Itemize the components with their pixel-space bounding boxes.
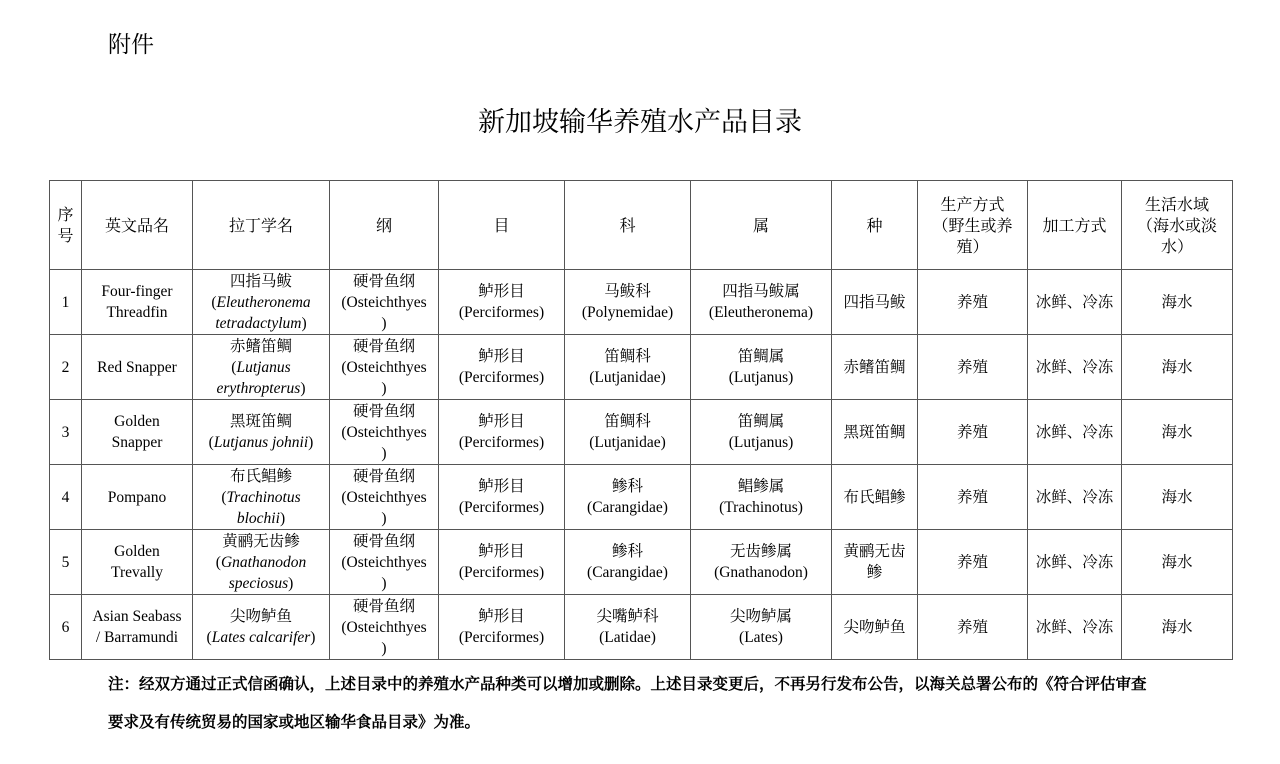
cell-species xyxy=(832,270,918,335)
header-text: 纲 xyxy=(375,215,392,235)
cell-species xyxy=(832,530,918,595)
species-text: 尖吻鲈鱼 xyxy=(843,617,906,636)
close-paren: ) xyxy=(300,379,306,397)
english-name-text: Four-finger xyxy=(101,283,173,300)
order-text: (Perciformes) xyxy=(458,564,545,581)
english-name-text: / Barramundi xyxy=(95,629,179,646)
family-text: (Carangidae) xyxy=(587,564,668,581)
genus-text: (Lates) xyxy=(739,629,783,646)
cell-water-habitat xyxy=(1122,465,1233,530)
scientific-name-line xyxy=(195,378,327,399)
order-text: (Perciformes) xyxy=(458,629,545,646)
order-text: 鲈形目 xyxy=(478,348,525,365)
open-paren: ( xyxy=(211,293,217,311)
close-paren: ) xyxy=(310,629,316,646)
cell-serial-no xyxy=(50,335,82,400)
english-name-text: Threadfin xyxy=(106,304,168,321)
order-text: 鲈形目 xyxy=(478,543,525,560)
cell-production-method xyxy=(918,270,1028,335)
family-text: (Lutjanidae) xyxy=(589,434,666,451)
species-text: 布氏鲳鲹 xyxy=(843,487,906,506)
scientific-name-line xyxy=(195,552,327,573)
english-name-text: Asian Seabass xyxy=(92,608,182,625)
english-name-text: Golden xyxy=(114,543,160,560)
cell-genus xyxy=(691,270,832,335)
water-text: 海水 xyxy=(1161,357,1193,376)
cell-english-name xyxy=(82,400,193,465)
family-text: (Carangidae) xyxy=(587,499,668,516)
cell-class xyxy=(330,595,439,660)
cell-family xyxy=(565,400,691,465)
cell-water-habitat xyxy=(1122,530,1233,595)
header-family xyxy=(565,181,691,270)
latin-chinese-name: 尖吻鲈鱼 xyxy=(229,607,292,625)
close-paren: ) xyxy=(288,574,294,592)
species-text: 黄鹂无齿 xyxy=(843,542,906,560)
table-row xyxy=(50,530,1233,595)
cell-species xyxy=(832,595,918,660)
family-text: (Lutjanidae) xyxy=(589,369,666,386)
cell-family xyxy=(565,335,691,400)
order-text: (Perciformes) xyxy=(458,369,545,386)
header-serial-no xyxy=(50,181,82,270)
serial-no-text: 6 xyxy=(61,618,70,636)
annex-label: 附件 xyxy=(108,32,154,58)
cell-production-method xyxy=(918,530,1028,595)
table-row xyxy=(50,465,1233,530)
cell-order xyxy=(439,465,565,530)
cell-species xyxy=(832,335,918,400)
cell-order xyxy=(439,530,565,595)
cell-order xyxy=(439,400,565,465)
scientific-name-text: erythropterus xyxy=(216,379,301,397)
footnote-line-2: 要求及有传统贸易的国家或地区输华食品目录》为准。 xyxy=(108,713,481,731)
order-text: 鲈形目 xyxy=(478,608,525,625)
cell-species xyxy=(832,400,918,465)
scientific-name-text: speciosus xyxy=(228,574,289,592)
class-text: 硬骨鱼纲 xyxy=(352,337,415,355)
cell-family xyxy=(565,465,691,530)
cell-serial-no xyxy=(50,595,82,660)
table-row xyxy=(50,595,1233,660)
class-text: ) xyxy=(381,379,387,397)
production-text: 养殖 xyxy=(956,487,988,506)
genus-text: 尖吻鲈属 xyxy=(729,608,792,625)
table-body xyxy=(50,270,1233,660)
cell-water-habitat xyxy=(1122,270,1233,335)
family-text: (Latidae) xyxy=(599,629,656,646)
close-paren: ) xyxy=(301,314,307,332)
serial-no-text: 1 xyxy=(61,293,70,311)
water-text: 海水 xyxy=(1161,552,1193,571)
cell-water-habitat xyxy=(1122,400,1233,465)
family-text: 鲹科 xyxy=(611,478,643,495)
cell-english-name xyxy=(82,595,193,660)
scientific-name-line xyxy=(195,627,327,648)
cell-latin-name xyxy=(193,595,330,660)
species-text: 四指马鲅 xyxy=(843,292,906,311)
genus-text: 无齿鲹属 xyxy=(729,543,792,560)
cell-genus xyxy=(691,465,832,530)
cell-genus xyxy=(691,530,832,595)
class-text: ) xyxy=(381,639,387,657)
footnote-line-1: 注：经双方通过正式信函确认，上述目录中的养殖水产品种类可以增加或删除。上述目录变更后，不再另行发布公告，以海关总署公布的《符合评估审查 xyxy=(108,675,1147,693)
serial-no-text: 5 xyxy=(61,553,70,571)
open-paren: ( xyxy=(208,434,214,451)
cell-english-name xyxy=(82,270,193,335)
header-text: 序 xyxy=(57,205,74,224)
cell-order xyxy=(439,270,565,335)
cell-order xyxy=(439,595,565,660)
production-text: 养殖 xyxy=(956,617,988,636)
table-row xyxy=(50,400,1233,465)
species-text: 赤鳍笛鲷 xyxy=(843,357,906,376)
class-text: (Osteichthyes xyxy=(341,618,427,636)
scientific-name-line xyxy=(195,508,327,529)
scientific-name-line xyxy=(195,313,327,334)
english-name-text: Snapper xyxy=(111,434,163,451)
scientific-name-text: tetradactylum xyxy=(215,314,302,332)
cell-latin-name xyxy=(193,400,330,465)
cell-processing-method xyxy=(1028,530,1122,595)
header-latin-name xyxy=(193,181,330,270)
genus-text: 鲳鲹属 xyxy=(737,478,785,495)
cell-serial-no xyxy=(50,270,82,335)
english-name-text: Pompano xyxy=(107,488,167,506)
production-text: 养殖 xyxy=(956,292,988,311)
cell-order xyxy=(439,335,565,400)
family-text: 马鲅科 xyxy=(604,283,651,300)
serial-no-text: 2 xyxy=(61,358,70,376)
cell-latin-name xyxy=(193,335,330,400)
production-text: 养殖 xyxy=(956,357,988,376)
latin-chinese-name: 赤鳍笛鲷 xyxy=(229,336,292,355)
order-text: (Perciformes) xyxy=(458,499,545,516)
scientific-name-line xyxy=(195,487,327,508)
cell-processing-method xyxy=(1028,335,1122,400)
header-text: 科 xyxy=(619,215,636,235)
water-text: 海水 xyxy=(1161,487,1193,506)
scientific-name-text: Trachinotus xyxy=(226,488,301,506)
header-text: （野生或养 xyxy=(932,215,1013,235)
cell-class xyxy=(330,335,439,400)
close-paren: ) xyxy=(308,434,314,451)
header-processing-method xyxy=(1028,181,1122,270)
scientific-name-text: Lutjanus xyxy=(236,358,291,376)
table-row xyxy=(50,270,1233,335)
processing-text: 冰鲜、冷冻 xyxy=(1035,357,1114,376)
cell-processing-method xyxy=(1028,465,1122,530)
genus-text: (Gnathanodon) xyxy=(714,564,808,581)
order-text: 鲈形目 xyxy=(478,283,525,300)
order-text: (Perciformes) xyxy=(458,304,545,321)
cell-latin-name xyxy=(193,270,330,335)
scientific-name-line xyxy=(195,357,327,378)
class-text: (Osteichthyes xyxy=(341,488,427,506)
cell-serial-no xyxy=(50,465,82,530)
header-text: 拉丁学名 xyxy=(228,215,293,235)
header-text: 英文品名 xyxy=(104,215,169,235)
header-genus xyxy=(691,181,832,270)
latin-chinese-name: 四指马鲅 xyxy=(229,271,292,290)
header-text: （海水或淡 xyxy=(1136,215,1217,235)
serial-no-text: 3 xyxy=(61,423,70,441)
family-text: 笛鲷科 xyxy=(604,348,651,365)
production-text: 养殖 xyxy=(956,422,988,441)
genus-text: (Lutjanus) xyxy=(728,369,794,386)
class-text: 硬骨鱼纲 xyxy=(352,597,415,615)
open-paren: ( xyxy=(215,553,221,571)
cell-species xyxy=(832,465,918,530)
order-text: (Perciformes) xyxy=(458,434,545,451)
class-text: ) xyxy=(381,574,387,592)
header-text: 殖） xyxy=(956,236,989,256)
header-order xyxy=(439,181,565,270)
english-name-text: Red Snapper xyxy=(97,358,177,376)
species-text: 黑斑笛鲷 xyxy=(843,422,906,441)
scientific-name-text: Gnathanodon xyxy=(220,553,307,571)
cell-processing-method xyxy=(1028,270,1122,335)
class-text: 硬骨鱼纲 xyxy=(352,532,415,550)
class-text: (Osteichthyes xyxy=(341,553,427,571)
order-text: 鲈形目 xyxy=(478,413,525,430)
family-text: 尖嘴鲈科 xyxy=(596,608,659,625)
cell-water-habitat xyxy=(1122,595,1233,660)
header-text: 生活水域 xyxy=(1144,194,1209,214)
latin-chinese-name: 黄鹂无齿鲹 xyxy=(222,531,300,550)
header-text: 种 xyxy=(866,215,883,235)
cell-class xyxy=(330,400,439,465)
class-text: (Osteichthyes xyxy=(341,358,427,376)
cell-english-name xyxy=(82,530,193,595)
family-text: (Polynemidae) xyxy=(581,304,674,321)
cell-water-habitat xyxy=(1122,335,1233,400)
order-text: 鲈形目 xyxy=(478,478,525,495)
cell-class xyxy=(330,270,439,335)
class-text: 硬骨鱼纲 xyxy=(352,402,415,420)
latin-chinese-name: 黑斑笛鲷 xyxy=(229,412,292,430)
cell-production-method xyxy=(918,335,1028,400)
header-text: 号 xyxy=(57,226,74,245)
cell-family xyxy=(565,530,691,595)
scientific-name-line xyxy=(195,432,327,453)
class-text: (Osteichthyes xyxy=(341,423,427,441)
scientific-name-text: blochii xyxy=(236,509,280,527)
product-catalog-table xyxy=(49,180,1233,660)
scientific-name-line xyxy=(195,292,327,313)
water-text: 海水 xyxy=(1161,292,1193,311)
species-text: 鲹 xyxy=(866,563,883,581)
header-species xyxy=(832,181,918,270)
genus-text: (Trachinotus) xyxy=(719,499,803,516)
scientific-name-text: Lates calcarifer xyxy=(211,629,311,646)
header-text: 生产方式 xyxy=(940,194,1005,214)
water-text: 海水 xyxy=(1161,617,1193,636)
cell-class xyxy=(330,530,439,595)
cell-latin-name xyxy=(193,465,330,530)
header-class xyxy=(330,181,439,270)
family-text: 笛鲷科 xyxy=(604,413,651,430)
cell-family xyxy=(565,595,691,660)
class-text: 硬骨鱼纲 xyxy=(352,467,415,485)
latin-chinese-name: 布氏鲳鲹 xyxy=(229,466,292,485)
processing-text: 冰鲜、冷冻 xyxy=(1035,422,1114,441)
class-text: ) xyxy=(381,314,387,332)
class-text: 硬骨鱼纲 xyxy=(352,272,415,290)
header-text: 目 xyxy=(493,215,510,235)
close-paren: ) xyxy=(279,509,286,527)
header-text: 属 xyxy=(752,215,769,235)
open-paren: ( xyxy=(231,358,237,376)
genus-text: (Eleutheronema) xyxy=(708,304,814,321)
genus-text: 笛鲷属 xyxy=(737,413,785,430)
header-production-method xyxy=(918,181,1028,270)
family-text: 鲹科 xyxy=(611,543,643,560)
cell-latin-name xyxy=(193,530,330,595)
genus-text: 四指马鲅属 xyxy=(722,283,800,300)
table-header-row xyxy=(50,181,1233,270)
cell-processing-method xyxy=(1028,595,1122,660)
processing-text: 冰鲜、冷冻 xyxy=(1035,552,1114,571)
cell-class xyxy=(330,465,439,530)
open-paren: ( xyxy=(221,488,227,506)
processing-text: 冰鲜、冷冻 xyxy=(1035,617,1114,636)
open-paren: ( xyxy=(206,629,212,646)
production-text: 养殖 xyxy=(956,552,988,571)
header-english-name xyxy=(82,181,193,270)
cell-family xyxy=(565,270,691,335)
scientific-name-line xyxy=(195,573,327,594)
scientific-name-text: Eleutheronema xyxy=(216,293,311,311)
processing-text: 冰鲜、冷冻 xyxy=(1035,292,1114,311)
table-row xyxy=(50,335,1233,400)
header-text: 水） xyxy=(1160,236,1193,256)
water-text: 海水 xyxy=(1161,422,1193,441)
scientific-name-text: Lutjanus johnii xyxy=(213,434,309,451)
header-water-habitat xyxy=(1122,181,1233,270)
cell-english-name xyxy=(82,465,193,530)
cell-english-name xyxy=(82,335,193,400)
cell-production-method xyxy=(918,400,1028,465)
cell-serial-no xyxy=(50,400,82,465)
cell-genus xyxy=(691,400,832,465)
cell-processing-method xyxy=(1028,400,1122,465)
cell-genus xyxy=(691,335,832,400)
serial-no-text: 4 xyxy=(61,488,70,506)
cell-production-method xyxy=(918,465,1028,530)
header-text: 加工方式 xyxy=(1042,215,1107,235)
class-text: ) xyxy=(381,444,387,462)
page-title: 新加坡输华养殖水产品目录 xyxy=(478,107,802,138)
english-name-text: Golden xyxy=(114,413,160,430)
class-text: ) xyxy=(381,509,387,527)
processing-text: 冰鲜、冷冻 xyxy=(1035,487,1114,506)
cell-production-method xyxy=(918,595,1028,660)
genus-text: 笛鲷属 xyxy=(737,348,785,365)
genus-text: (Lutjanus) xyxy=(728,434,794,451)
cell-genus xyxy=(691,595,832,660)
english-name-text: Trevally xyxy=(111,564,163,581)
class-text: (Osteichthyes xyxy=(341,293,427,311)
cell-serial-no xyxy=(50,530,82,595)
